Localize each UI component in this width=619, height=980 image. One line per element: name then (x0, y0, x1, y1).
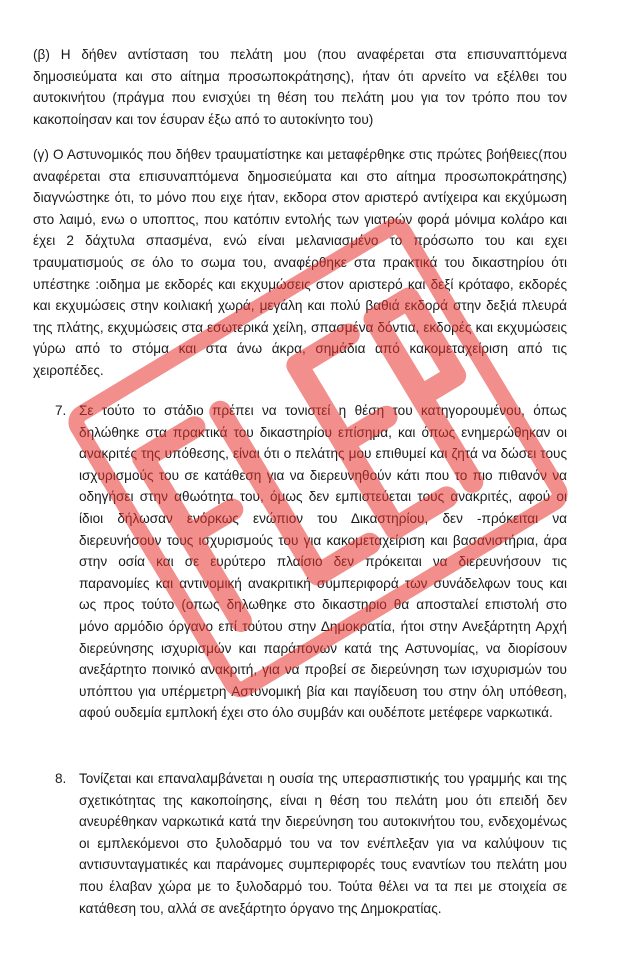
numbered-item (55, 768, 567, 919)
item-number: 8. (55, 771, 67, 786)
item-text: Σε τούτο το στάδιο πρέπει να τονιστεί η θέση του κατηγορουμένου, όπως δηλώθηκε στα πρακτικά του δικαστηρίου επίσημα, και όπως ενημερώθηκαν οι ανακριτές της υπόθεσης, είναι ότι ο πελάτης μου επιθυμεί και ζητά να δώσει τους ισχυρισμούς του σε κατάθεση για να διερευνηθούν κάτι που το πιο πιθανόν να οδηγήσει στην αθωότητα του, όμως δεν εμπιστεύεται τους ανακριτές, αφού οι ίδιοι δήλωσαν ενόρκως ενώπιον του Δικαστηρίου, δεν -πρόκειται να διερευνήσουν τους ισχυρισμούς του για κακομεταχείριση και βασανιστήρια, άρα στην οσία και σε ευρύτερο πλαίσιο δεν πρόκειται να διερευνήσουν τις παρανομίες και αντινομική ανακριτική συμπεριφορά των συνάδελφων τους και ως προς τούτο (οπως δηλωθηκε στο δικαστηριο θα αποσταλεί επιστολή στο μόνο αρμόδιο όργανο επί τούτου στην Δημοκρατία, ήτοι στην Ανεξάρτητη Αρχή διερεύνησης ισχυρισμών και παράπονων κατά της Αστυνομίας, να διορίσουν ανεξάρτητο ποινικό ανακριτή, για να προβεί σε διερεύνηση των ισχυρισμών του υπόπτου για υπέρμετρη Αστυνομική βία και παγίδευση του στην όλη υπόθεση, αφού ουδεμία εμπλοκή έχει στο όλο συμβάν και ουδέποτε μετέφερε ναρκωτικά. (79, 403, 567, 721)
item-number: 7. (55, 403, 67, 418)
paragraph-gamma: (γ) Ο Αστυνομικός που δήθεν τραυματίστηκε και μεταφέρθηκε στις πρώτες βοήθειες(που αναφέρεται στα επισυναπτόμενα δημοσιεύματα και στο αίτημα προσωποκράτησης) διαγνώστηκε ότι, το μόνο που ειχε ήταν, εκδορα στον αριστερό αντίχειρα και εκχύμωση στο λαιμό, ενω ο υποπτος, που κατόπιν εντολής των γιατρών φορά μόνιμα κολάρο και έχει 2 δάχτυλα σπασμένα, ενώ είναι μελανιασμένο το πρόσωπο του και εχει τραυματισμούς σε όλο το σωμα του, αναφέρθηκε στα πρακτικά του δικαστηρίου ότι υπέστηκε :οιδημα με εκδορές και εκχυμώσεις στον αριστερό και δεξί κρόταφο, εκδορές και εκχυμώσεις στην κοιλιακή χωρά, μεγάλη και πολύ βαθιά εκδορά στην δεξιά πλευρά της πλάτης, εκχυμώσεις στα εσωτερικά χείλη, σπασμένα δόντια, εκδορές και εκχυμώσεις γύρω από το στόμα και στα άνω άκρα, σημάδια από κακομεταχείριση από τις χειροπέδες. (33, 147, 567, 378)
item-text: Τονίζεται και επαναλαμβάνεται η ουσία της υπερασπιστικής του γραμμής και της σχετικότητας της κακοποίησης, είναι η θέση του πελάτη μου ότι επειδή δεν ανευρέθηκαν ναρκωτικά κατά την διερεύνηση του αυτοκινήτου του, ενδεχομένως οι εμπλεκόμενοι στο ξυλοδαρμό του να τον ενέπλεξαν για να καλύψουν τις αντισυνταγματικές και παράνομες συμπεριφορές τους εναντίων του πελάτη μου που έλαβαν χώρα με το ξυλοδαρμό του. Τούτα θέλει να τα πει με στοιχεία σε κατάθεση του, αλλά σε ανεξάρτητο όργανο της Δημοκρατίας. (79, 771, 567, 916)
paragraph-beta: (β) Η δήθεν αντίσταση του πελάτη μου (που αναφέρεται στα επισυναπτόμενα δημοσιεύματα και στο αίτημα προσωποκράτησης), ήταν ότι αρνείτο να εξέλθει του αυτοκινήτου (πράγμα που ενισχύει τη θέση του πελάτη μου για τον τρόπο που τον κακοποίησαν και τον έσυραν έξω από το αυτοκίνητο του) (33, 47, 567, 127)
numbered-item (55, 400, 567, 724)
